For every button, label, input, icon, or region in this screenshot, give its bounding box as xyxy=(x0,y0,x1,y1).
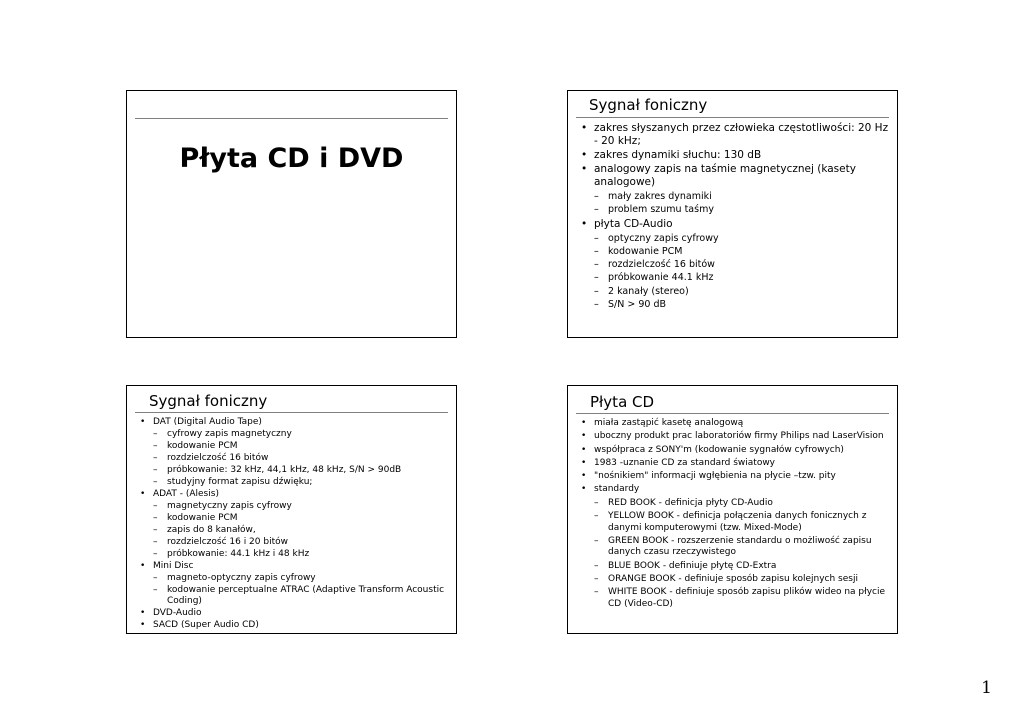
sub-list xyxy=(153,429,448,488)
bullet-item xyxy=(594,458,891,470)
sub-bullet-item: – mały zakres dynamiki xyxy=(594,190,889,203)
sub-bullet-item: – studyjny format zapisu dźwięku; xyxy=(153,477,448,488)
sub-bullet-item: – próbkowanie: 32 kHz, 44,1 kHz, 48 kHz, S/N > 90dB xyxy=(153,465,448,476)
sub-bullet-item: – magnetyczny zapis cyfrowy xyxy=(153,501,448,512)
bullet-text: DVD-Audio xyxy=(153,607,202,618)
bullet-text: współpraca z SONY'm (kodowanie sygnałów cyfrowych) xyxy=(594,444,844,455)
bullet-item xyxy=(594,418,891,430)
sub-bullet-item: – YELLOW BOOK - definicja połączenia danych fonicznych z danymi komputerowymi (tzw. Mixed-Mode) xyxy=(594,511,891,534)
bullet-text: 1983 -uznanie CD za standard światowy xyxy=(594,457,776,468)
sub-bullet-item: – 2 kanały (stereo) xyxy=(594,285,889,298)
bullet-item xyxy=(594,484,891,610)
sub-bullet-item: – GREEN BOOK - rozszerzenie standardu o możliwość zapisu danych czasu rzeczywistego xyxy=(594,536,891,559)
sub-bullet-item: – kodowanie perceptualne ATRAC (Adaptive Transform Acoustic Coding) xyxy=(153,585,448,606)
sub-bullet-item: – cyfrowy zapis magnetyczny xyxy=(153,429,448,440)
sub-bullet-item: – BLUE BOOK - definiuje płytę CD-Extra xyxy=(594,561,891,573)
slide-2 xyxy=(567,90,898,338)
bullet-text: SACD (Super Audio CD) xyxy=(153,619,259,630)
title-rule xyxy=(135,412,448,413)
title-rule xyxy=(576,117,889,118)
title-rule xyxy=(576,413,889,414)
bullet-text: zakres dynamiki słuchu: 130 dB xyxy=(594,149,762,161)
bullet-text: analogowy zapis na taśmie magnetycznej (kasety analogowe) xyxy=(594,163,856,188)
bullet-text: "nośnikiem" informacji wgłębienia na płycie –tzw. pity xyxy=(594,471,836,482)
bullet-item xyxy=(153,620,448,631)
sub-bullet-item: – ORANGE BOOK - definiuje sposób zapisu kolejnych sesji xyxy=(594,574,891,586)
slide-title: Sygnał foniczny xyxy=(589,96,708,114)
sub-bullet-item: – kodowanie PCM xyxy=(153,441,448,452)
bullet-text: uboczny produkt prac laboratoriów firmy Philips nad LaserVision xyxy=(594,431,884,442)
bullet-list xyxy=(153,417,448,632)
bullet-item xyxy=(594,218,889,312)
sub-list xyxy=(153,501,448,560)
slide-1 xyxy=(126,90,457,338)
sub-list xyxy=(594,190,889,217)
slide-title: Płyta CD xyxy=(590,393,655,411)
sub-bullet-item: – RED BOOK - definicja płyty CD-Audio xyxy=(594,498,891,510)
bullet-item xyxy=(594,471,891,483)
bullet-text: Mini Disc xyxy=(153,561,194,571)
sub-bullet-item: – optyczny zapis cyfrowy xyxy=(594,232,889,245)
slide-title: Sygnał foniczny xyxy=(149,392,268,410)
sub-list xyxy=(594,232,889,312)
page-number: 1 xyxy=(981,678,992,698)
sub-bullet-item: – kodowanie PCM xyxy=(594,245,889,258)
bullet-item xyxy=(153,417,448,488)
sub-bullet-item: – rozdzielczość 16 bitów xyxy=(594,258,889,271)
sub-bullet-item: – kodowanie PCM xyxy=(153,513,448,524)
sub-list xyxy=(594,498,891,610)
bullet-text: płyta CD-Audio xyxy=(594,217,673,230)
title-rule xyxy=(135,118,448,119)
bullet-list xyxy=(594,418,891,612)
bullet-item xyxy=(594,431,891,443)
bullet-text: zakres słyszanych przez człowieka częstotliwości: 20 Hz - 20 kHz; xyxy=(594,122,889,147)
sub-bullet-item: – zapis do 8 kanałów, xyxy=(153,525,448,536)
bullet-text: standardy xyxy=(594,484,640,495)
bullet-text: ADAT - (Alesis) xyxy=(153,489,219,499)
sub-bullet-item: – rozdzielczość 16 bitów xyxy=(153,453,448,464)
sub-bullet-item: – próbkowanie 44.1 kHz xyxy=(594,271,889,284)
bullet-item xyxy=(594,163,889,217)
sub-bullet-item: – magneto-optyczny zapis cyfrowy xyxy=(153,573,448,584)
bullet-item xyxy=(594,149,889,162)
slide-title: Płyta CD i DVD xyxy=(179,143,404,174)
sub-bullet-item: – problem szumu taśmy xyxy=(594,203,889,216)
bullet-item xyxy=(153,608,448,619)
slide-4 xyxy=(567,385,898,634)
sub-bullet-item: – rozdzielczość 16 i 20 bitów xyxy=(153,537,448,548)
bullet-item xyxy=(153,489,448,560)
bullet-list xyxy=(594,122,889,312)
bullet-item xyxy=(153,561,448,606)
slide-3 xyxy=(126,385,457,634)
bullet-text: DAT (Digital Audio Tape) xyxy=(153,417,262,427)
bullet-item xyxy=(594,122,889,148)
sub-list xyxy=(153,573,448,606)
sub-bullet-item: – WHITE BOOK - definiuje sposób zapisu plików wideo na płycie CD (Video-CD) xyxy=(594,587,891,610)
bullet-item xyxy=(594,445,891,457)
sub-bullet-item: – S/N > 90 dB xyxy=(594,298,889,311)
sub-bullet-item: – próbkowanie: 44.1 kHz i 48 kHz xyxy=(153,549,448,560)
bullet-text: miała zastąpić kasetę analogową xyxy=(594,418,744,428)
